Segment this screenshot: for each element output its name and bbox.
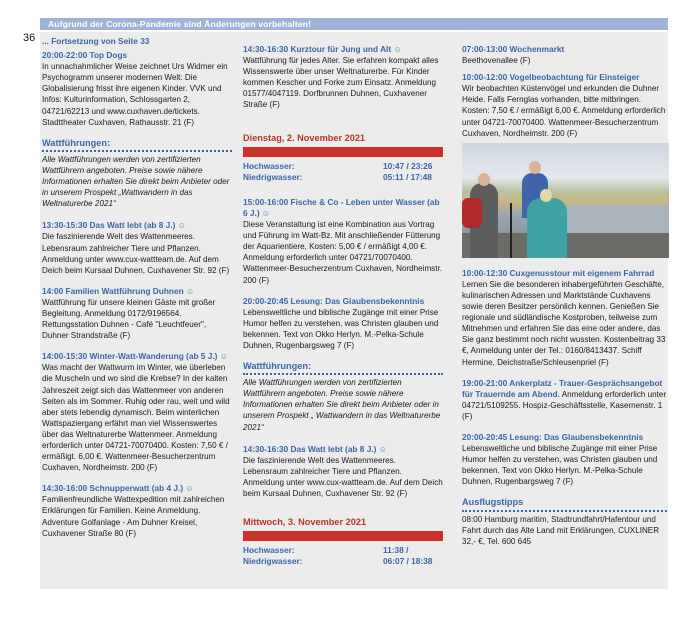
family-smiley-icon: ☺ (185, 286, 195, 296)
tide-high-value: 10:47 / 23:26 (383, 160, 433, 171)
event-body: Beethovenallee (F) (462, 56, 531, 66)
tide-high-value: 11:38 / (383, 545, 409, 556)
event-title-text: 15:00-16:00 Fische & Co - Leben unter Wasser (ab 6 J.) (243, 196, 440, 218)
event-title (42, 351, 232, 362)
photo-head (540, 189, 552, 202)
event-entry (243, 444, 443, 499)
event-body: Wir beobachten Küstenvögel und erkunden die Duhner Heide. Falls Fernglas vorhanden, bitte mitbringen. Kosten: 7,50 € / ermäßigt 6,00 €. Anmeldung erforderlich unter 04721-70070400. Wattenmeer-Besucherzentrum Cuxhaven, Nordheimstr. 200 (F) (462, 84, 666, 138)
event-title (42, 483, 232, 494)
photo-tripod (510, 203, 512, 258)
birdwatching-photo (462, 143, 669, 258)
event-entry (42, 483, 232, 538)
event-body: Wattführung für unsere kleinen Gäste mit großer Begleitung. Anmeldung 0172/9196564. Rettungsstation Duhnen - Café "Leuchtfeuer", Duhner Strandstraße (F) (42, 297, 216, 341)
event-body: Anmeldung erforderlich unter 04721/5109255. Hospiz-Geschäftsstelle, Kasernenstr. 1 (F) (462, 389, 667, 421)
event-entry (243, 44, 443, 111)
event-body: Diese Veranstaltung ist eine Kombination aus Vortrag und Führung im Watt-Bz. Mit anschließender Fütterung der Aquarientiere, Kosten: 5,00 € / ermäßigt 4,00 €. Anmeldung erforderlich unter 04721/70070400. Wattenmeer-Besucherzentrum Cuxhaven, Nordheimstr. 200 (F) (243, 220, 442, 285)
family-smiley-icon: ☺ (219, 352, 228, 362)
family-smiley-icon: ☺ (185, 484, 194, 494)
tide-low-row (243, 172, 443, 183)
event-body: Wattführung für jedes Alter. Sie erfahren kompakt alles Wissenswerte über unser Weltnaturerbe. Für Kinder kommen Kescher und Forke zum Einsatz. Anmeldung 01577/4047119. Dorfbrunnen Duhnen, Cuxhavener Straße (F) (243, 56, 439, 110)
event-body: Lebensweltliche und biblische Zugänge mit einer Prise Humor helfen zu verstehen, was Christen glauben und bekennen. Text von Okko Herlyn. M.-Pelka-Schule Duhnen, Rugenbargsweg 7 (F) (243, 307, 439, 350)
excursion-tip: 08:00 Hamburg maritim, Stadtrundfahrt/Hafentour und Fahrt durch das Alte Land mit Erklärungen, CUXLINER 32,- €, Tel. 600 645 (462, 514, 660, 546)
event-title: 19:00-21:00 Ankerplatz - Trauer-Gesprächsangebot für Trauernde am Abend. (462, 377, 663, 399)
event-title: 20:00-20:45 Lesung: Das Glaubensbekenntnis (462, 431, 644, 442)
event-body: Lernen Sie die besonderen inhabergeführten Geschäfte, kulinarischen Adressen und Marktstände Cuxhavens sowie deren Besitzer persönlich kennen. Genießen Sie regionale und südländische Kostproben, teilweise zum Mitnehmen und erfahren Sie das eine oder andere, das Sie ganz bestimmt noch nicht wussten. Kostenbeitrag 33 €, Anmeldung unter der Tel.: 0160/8413437. Schiff Hermine, Deichstraße/Schleusenpriel (F) (462, 279, 666, 367)
tide-low-value: 05:11 / 17:48 (383, 171, 432, 182)
tide-high-label: Hochwasser: (243, 545, 295, 556)
event-body: Was macht der Wattwurm im Winter, wie überleben die Muscheln und wo sind die Krebse? In der kalten Jahreszeit zeigt sich das Wattenmeer von anderen Seiten als im Sommer. Ruhig oder rau, weit und wild aber stets lebendig dynamisch. Beim winterlichen Wattspaziergang erfährt man viel Wissenswertes über das Weltnaturerbe Wattenmeer. Anmeldung erforderlich unter 04721-70070400. Kosten: 7,50 € / ermäßigt. 6,00 €. Wattenmeer-Besucherzentrum Cuxhaven, Nordheimstr. 200 (F) (42, 363, 230, 473)
event-title: 10:00-12:00 Vogelbeobachtung für Einsteiger (462, 72, 640, 83)
section-intro: Alle Wattführungen werden von zertifizierten Wattführern angeboten. Preise sowie nähere Informationen erhalten Sie direkt beim Anbieter oder in unserem Prospekt „Wattwandern in das Weltnaturerbe 2021“ (42, 154, 230, 209)
event-entry (243, 296, 443, 351)
event-title-text: 13:30-15:30 Das Watt lebt (ab 8 J.) (42, 220, 176, 231)
event-entry (42, 286, 232, 341)
event-body: Die faszinierende Welt des Wattenmeeres. Lebensraum zahlreicher Tiere und Pflanzen. Anmeldung unter www.cux-wattteam.de. Auf dem Deich beim Kursaal Duhnen, Cuxhavener Str. 92 (F) (42, 232, 230, 275)
tide-high-row (243, 545, 443, 556)
tide-low-row (243, 556, 443, 567)
event-body: In unnachahmlicher Weise zeichnet Urs Widmer ein Psychogramm unserer modernen Welt: Die Globalisierung frisst ihre eigenen Kinder. VVK und Infos: Kulturinformation, Schlossgarten 2, 04721/62213 und www.cuxhaven.de/tickets. Stadttheater Cuxhaven, Rathausstr. 21 (F) (42, 62, 228, 127)
photo-backpack (462, 198, 482, 228)
day-divider-bar (243, 147, 443, 157)
section-heading-wattfuehrungen: Wattführungen: (243, 361, 443, 375)
event-title: 10:00-12:30 Cuxgenusstour mit eigenem Fahrrad (462, 267, 655, 278)
section-heading-wattfuehrungen: Wattführungen: (42, 138, 232, 152)
event-title (243, 197, 443, 219)
event-title: 20:00-20:45 Lesung: Das Glaubensbekenntnis (243, 295, 425, 306)
event-title: 07:00-13:00 Wochenmarkt (462, 44, 565, 54)
event-entry (42, 220, 232, 275)
tide-high-row (243, 161, 443, 172)
event-title-text: 14:00 Familien Wattführung Duhnen (42, 285, 184, 296)
event-title (243, 44, 443, 55)
event-entry (462, 72, 667, 139)
column-2 (243, 44, 443, 571)
event-title (243, 444, 443, 455)
day-header-wednesday (243, 517, 443, 567)
event-title (42, 220, 232, 231)
day-divider-bar (243, 531, 443, 541)
tide-low-value: 06:07 / 18:38 (383, 556, 433, 567)
event-title (42, 286, 232, 297)
event-title: 20:00-22:00 Top Dogs (42, 50, 128, 61)
section-intro: Alle Wattführungen werden von zertifizierten Wattführern angeboten. Preise sowie nähere Informationen erhalten Sie direkt beim Anbieter oder in unserem Prospekt „ Wattwandern in das Weltnaturerbe 2021“ (243, 378, 441, 432)
family-smiley-icon: ☺ (378, 444, 387, 454)
event-title-text: 14:00-15:30 Winter-Watt-Wanderung (ab 5 J.) (42, 351, 218, 362)
event-body: Familienfreundliche Wattexpedition mit zahlreichen Erklärungen für Familien. Keine Anmeldung. Adventure Golfanlage - Am Duhner Kreisel, Cuxhavener Straße 80 (F) (42, 495, 225, 538)
event-entry (462, 268, 667, 368)
photo-head (529, 161, 541, 174)
event-body: Die faszinierende Welt des Wattenmeeres. Lebensraum zahlreicher Tiere und Pflanzen. Anmeldung unter www.cux-wattteam.de. Auf dem Deich beim Kursaal Duhnen, Cuxhavener Str. 92 (F) (243, 455, 443, 498)
family-smiley-icon: ☺ (393, 45, 402, 54)
tide-low-label: Niedrigwasser: (243, 556, 303, 567)
column-1 (42, 36, 232, 549)
corona-notice-banner: Aufgrund der Corona-Pandemie sind Änderungen vorbehalten! (40, 18, 668, 30)
tide-low-label: Niedrigwasser: (243, 171, 303, 182)
section-heading-ausflugstipps: Ausflugstipps (462, 497, 667, 511)
event-title-text: 14:30-16:30 Das Watt lebt (ab 8 J.) (243, 443, 377, 454)
event-entry (42, 50, 232, 128)
column-3 (462, 44, 667, 547)
event-title-text: 14:30-16:00 Schnupperwatt (ab 4 J.) (42, 483, 184, 494)
continuation-note: ... Fortsetzung von Seite 33 (42, 36, 150, 46)
event-title-text: 14:30-16:30 Kurztour für Jung und Alt (243, 44, 392, 54)
day-header-tuesday (243, 133, 443, 183)
day-date: Dienstag, 2. November 2021 (243, 132, 366, 143)
event-entry (42, 351, 232, 473)
family-smiley-icon: ☺ (177, 221, 186, 231)
tide-high-label: Hochwasser: (243, 160, 295, 171)
event-entry (462, 432, 667, 487)
event-body: Lebensweltliche und biblische Zugänge mit einer Prise Humor helfen zu verstehen, was Christen glauben und bekennen. Text von Okko Herlyn. M.-Pelka-Schule Duhnen, Rugenbargsweg 7 (F) (462, 444, 658, 487)
family-smiley-icon: ☺ (261, 208, 271, 218)
photo-head (478, 173, 490, 186)
event-entry (243, 197, 443, 286)
day-date: Mittwoch, 3. November 2021 (243, 517, 367, 528)
event-entry (462, 44, 667, 66)
page-number: 36 (23, 32, 36, 44)
event-entry (462, 378, 667, 422)
photo-person (527, 198, 567, 258)
